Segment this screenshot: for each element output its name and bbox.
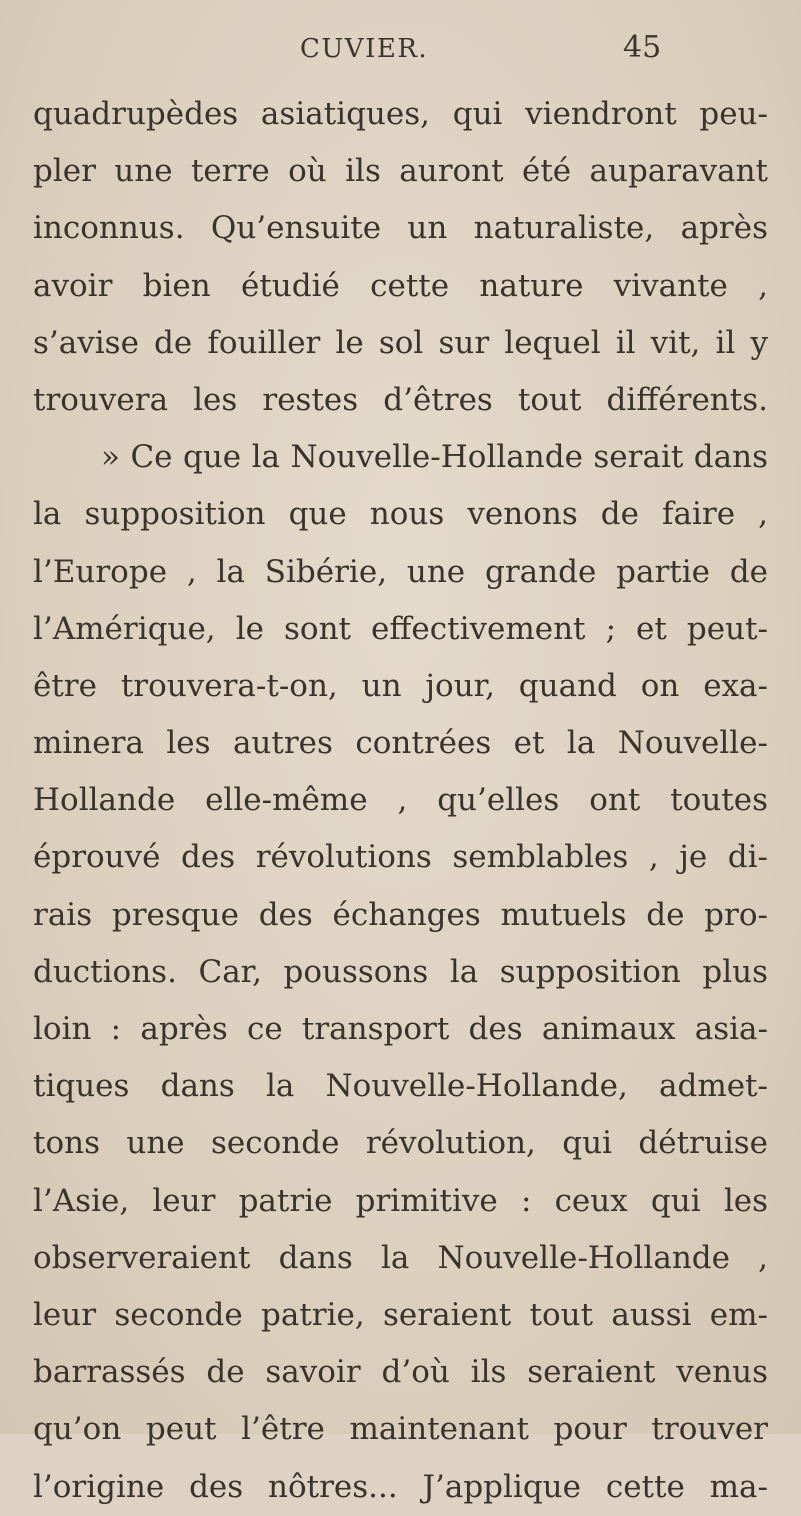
text-line: s’avise de fouiller le sol sur lequel il vit, il y <box>33 324 768 361</box>
text-line: l’Europe , la Sibérie, une grande partie de <box>33 553 768 590</box>
text-line: rais presque des échanges mutuels de pro- <box>33 896 768 933</box>
text-line: minera les autres contrées et la Nouvelle- <box>33 725 768 762</box>
text-line: la supposition que nous venons de faire , <box>33 496 768 533</box>
text-line: Hollande elle-même , qu’elles ont toutes <box>33 782 768 819</box>
text-line: barrassés de savoir d’où ils seraient venus <box>33 1354 768 1391</box>
running-head: CUVIER. <box>300 34 429 64</box>
text-line: quadrupèdes asiatiques, qui viendront peu- <box>33 96 768 132</box>
text-line: trouvera les restes d’êtres tout différents. <box>33 381 768 418</box>
text-line: l’Amérique, le sont effectivement ; et peut- <box>33 610 768 647</box>
text-line: observeraient dans la Nouvelle-Hollande , <box>33 1239 768 1276</box>
text-line-paragraph-start: » Ce que la Nouvelle-Hollande serait dans <box>101 439 768 476</box>
text-line: tons une seconde révolution, qui détruise <box>33 1125 768 1162</box>
text-line: qu’on peut l’être maintenant pour trouver <box>33 1411 768 1448</box>
text-line: avoir bien étudié cette nature vivante , <box>33 267 768 304</box>
text-line: l’Asie, leur patrie primitive : ceux qui les <box>33 1182 768 1219</box>
page-header <box>0 28 801 68</box>
text-line: ductions. Car, poussons la supposition plus <box>33 953 768 990</box>
body-text <box>33 86 768 1516</box>
text-line: tiques dans la Nouvelle-Hollande, admet- <box>33 1068 768 1105</box>
page-number: 45 <box>623 30 662 65</box>
text-line: leur seconde patrie, seraient tout aussi em- <box>33 1296 768 1333</box>
text-line: loin : après ce transport des animaux asia- <box>33 1011 768 1047</box>
text-line: l’origine des nôtres... J’applique cette ma- <box>33 1468 768 1505</box>
text-line: inconnus. Qu’ensuite un naturaliste, après <box>33 210 768 247</box>
text-line: pler une terre où ils auront été auparavant <box>33 153 768 190</box>
text-line: être trouvera-t-on, un jour, quand on exa- <box>33 667 768 704</box>
text-line: éprouvé des révolutions semblables , je di- <box>33 839 768 876</box>
